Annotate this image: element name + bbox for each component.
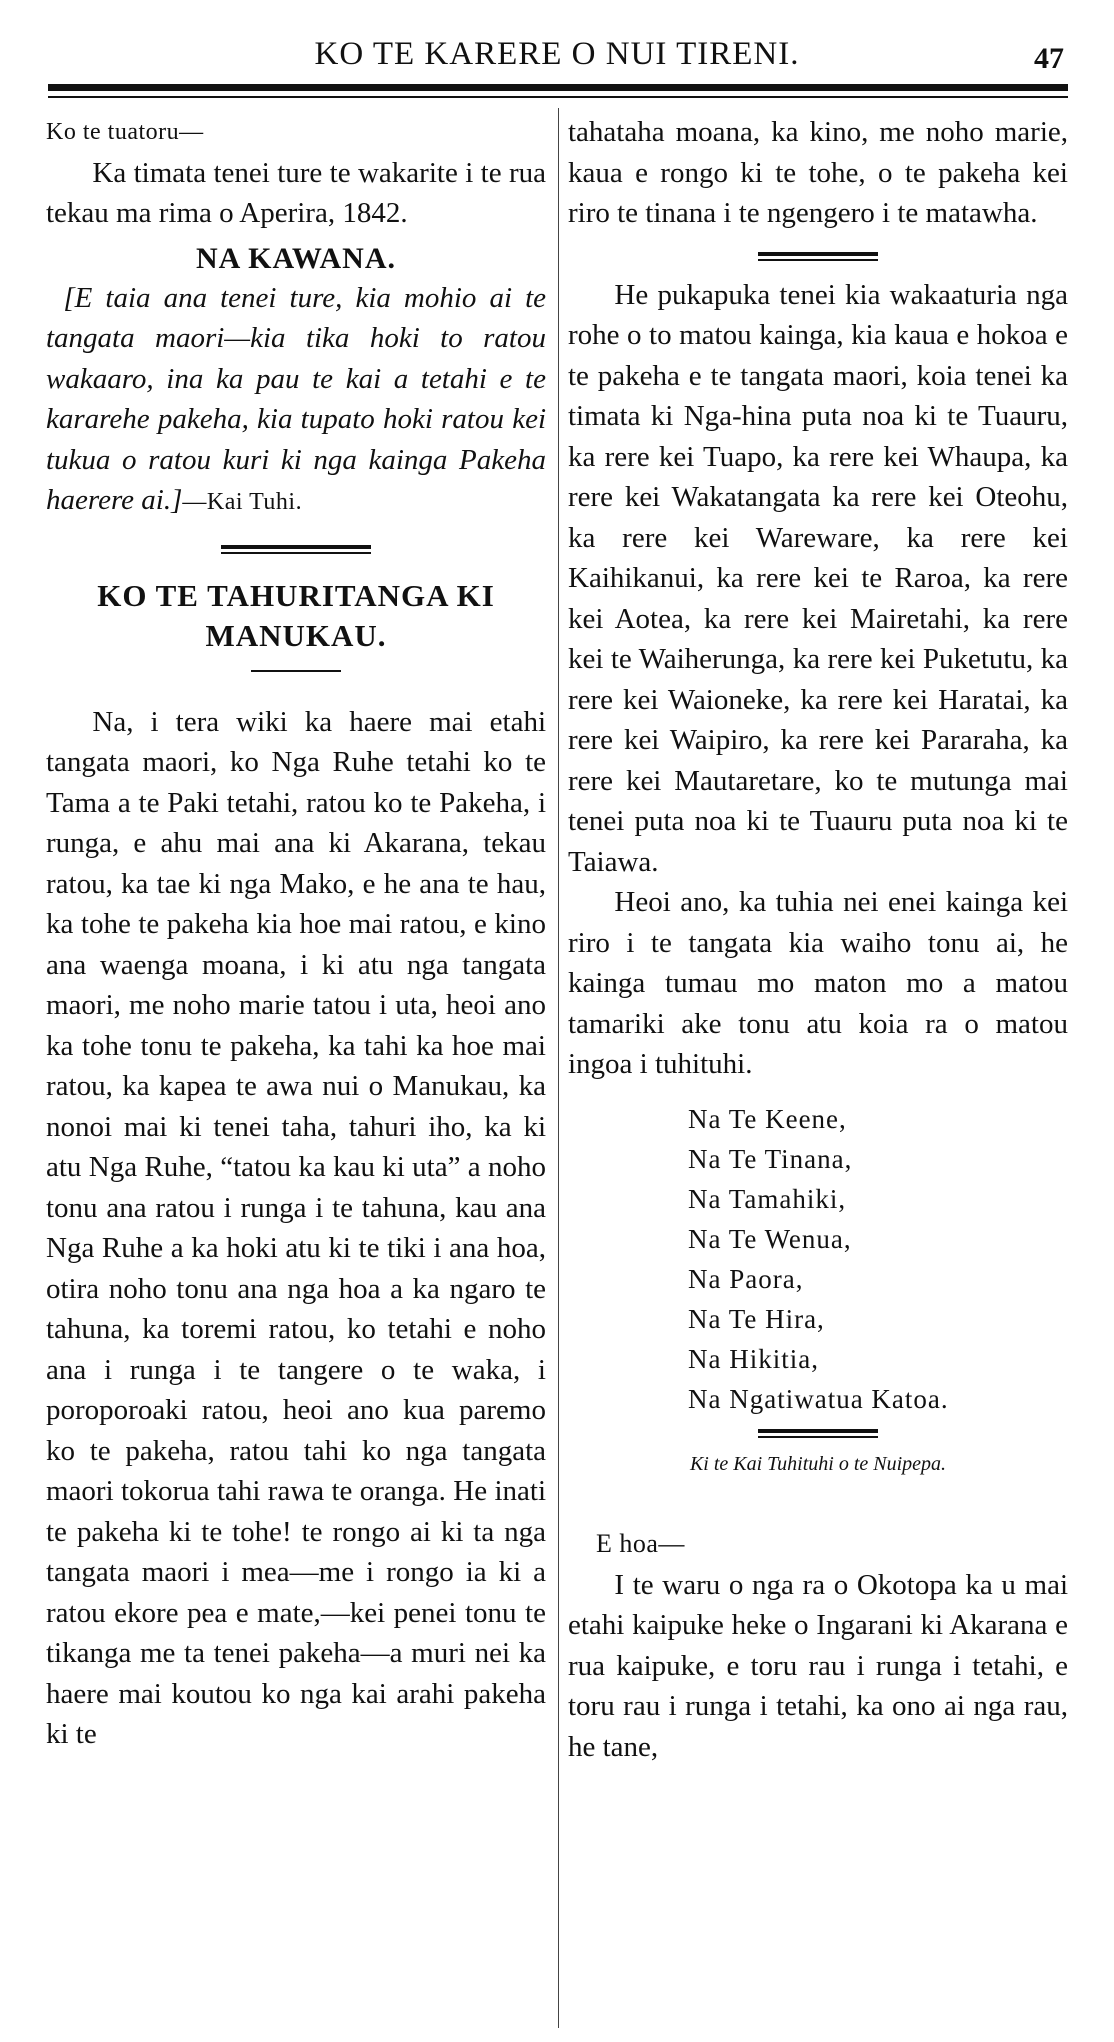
- article-continuation: tahataha moana, ka kino, me noho marie, kaua e rongo ki te tohe, o te pakeha kei riro te tinana i te ngengero i te matawha.: [568, 116, 1068, 229]
- signatory: Na Te Tinana,: [688, 1143, 853, 1174]
- kawana-title: NA KAWANA.: [195, 241, 397, 275]
- running-head: KO TE KARERE O NUI TIRENI.: [314, 36, 800, 72]
- signatory: Na Hikitia,: [688, 1343, 819, 1374]
- letter-divider: [758, 1429, 878, 1438]
- column-divider: [558, 108, 559, 2028]
- letter-body: I te waru o nga ra o Okotopa ka u mai etahi kaipuke heke o Ingarani ki Akarana e rua kaipuke, e toru rau i runga i tetahi, e toru rau i runga i tetahi, ka ono ai nga rau, he tane,: [568, 1568, 1068, 1763]
- letter-salutation: E hoa—: [596, 1529, 685, 1558]
- signatory: Na Te Keene,: [688, 1103, 847, 1134]
- editor-italic-note: [46, 278, 546, 523]
- section-divider-right: [758, 252, 878, 261]
- header-rule-thick: [48, 84, 1068, 91]
- left-column: [46, 112, 546, 1755]
- clause-heading: Ko te tuatoru—: [46, 119, 204, 145]
- signatory: Na Te Hira,: [688, 1303, 825, 1334]
- article-body: Na, i tera wiki ka haere mai etahi tangata maori, ko Nga Ruhe tetahi ko te Tama a te Paki tetahi, ratou ko te Pakeha, i runga, e ahu mai ana ki Akarana, tekau ratou, ka tae ki nga Mako, e he ana te hau, ka tohe te pakeha kia hoe mai ratou, e kino ana waenga moana, i ki atu nga tangata maori, me noho marie tatou i uta, heoi ano ka tohe tonu te pakeha, ka tahi ka hoe mai ratou, ka kapea te awa nui o Manukau, ka nonoi mai ki tenei taha, tahuri iho, ka ki atu Nga Ruhe, “tatou ka kau ki uta” a noho tonu ana ratou i runga i te tahuna, kau ana Nga Ruhe a ka hoki atu ki te tiki i ana hoa, otira noho tonu ana nga hoa a ka ngaro te tahuna, ka toremi ratou, ko tetahi e noho ana i runga i te tangere o te waka, i poroporoaki ratou, heoi ano kua paremo ko te pakeha, ratou tahi ko nga tangata maori tokorua tahi rawa te oranga. He inati te pakeha ki te tohe! te rongo ai ki ta nga tangata maori i mea—me i rongo ia ki a ratou ekore pea e mate,—kei penei tonu te tikanga me ta tenei pakeha—a muri nei ka haere mai koutou ko nga kai arahi pakeha ki te: [46, 705, 546, 1750]
- signatory-list: [568, 1099, 1068, 1419]
- signatory: Na Ngatiwatua Katoa.: [688, 1383, 949, 1414]
- section-divider: [221, 545, 371, 554]
- signatory: Na Paora,: [688, 1263, 804, 1294]
- header-rule-thin: [48, 96, 1068, 98]
- boundary-paragraph: He pukapuka tenei kia wakaaturia nga rohe o to matou kainga, kia kaua e hokoa e te pakeha e te tangata maori, koia tenei ka timata ki Nga-hina puta noa ki te Tuauru, ka rere kei Tuapo, ka rere kei Whaupa, ka rere kei Wakatangata ka rere kei Oteohu, ka rere kei Wareware, ka rere kei Kaihikanui, ka rere kei te Raroa, ka rere kei Aotea, ka rere kei Mairetahi, ka rere kei te Waiherunga, ka rere kei Puketutu, ka rere kei Waioneke, ka rere kei Haratai, ka rere kei Waipiro, ka rere kei Pararaha, ka rere kei Mautaretare, ko te mutunga mai tenei puta noa ki te Tuauru puta noa ki te Taiawa.: [568, 278, 1068, 878]
- article-title: KO TE TAHURITANGA KI MANUKAU.: [97, 577, 495, 653]
- editor-address: Ki te Kai Tuhituhi o te Nuipepa.: [689, 1452, 947, 1475]
- note-attribution: —Kai Tuhi.: [182, 489, 303, 515]
- right-column: [568, 112, 1068, 1767]
- signatory: Na Te Wenua,: [688, 1223, 852, 1254]
- page-number: 47: [1034, 42, 1064, 75]
- clause-text: Ka timata tenei ture te wakarite i te rua tekau ma rima o Aperira, 1842.: [46, 156, 546, 229]
- title-underline: [251, 670, 341, 672]
- heoi-paragraph: Heoi ano, ka tuhia nei enei kainga kei riro i te tangata kia waiho tonu ai, he kainga tumau mo maton mo a matou tamariki ake tonu atu koia ra o matou ingoa i tuhituhi.: [568, 886, 1068, 1080]
- italic-note-text: [E taia ana tenei ture, kia mohio ai te tangata maori—kia tika hoki to ratou wakaaro, ina ka pau te kai a tetahi e te kararehe pakeha, kia tupato hoki ratou kei tukua o ratou kuri ki nga kainga Pakeha haerere ai.]: [46, 281, 546, 516]
- signatory: Na Tamahiki,: [688, 1183, 847, 1214]
